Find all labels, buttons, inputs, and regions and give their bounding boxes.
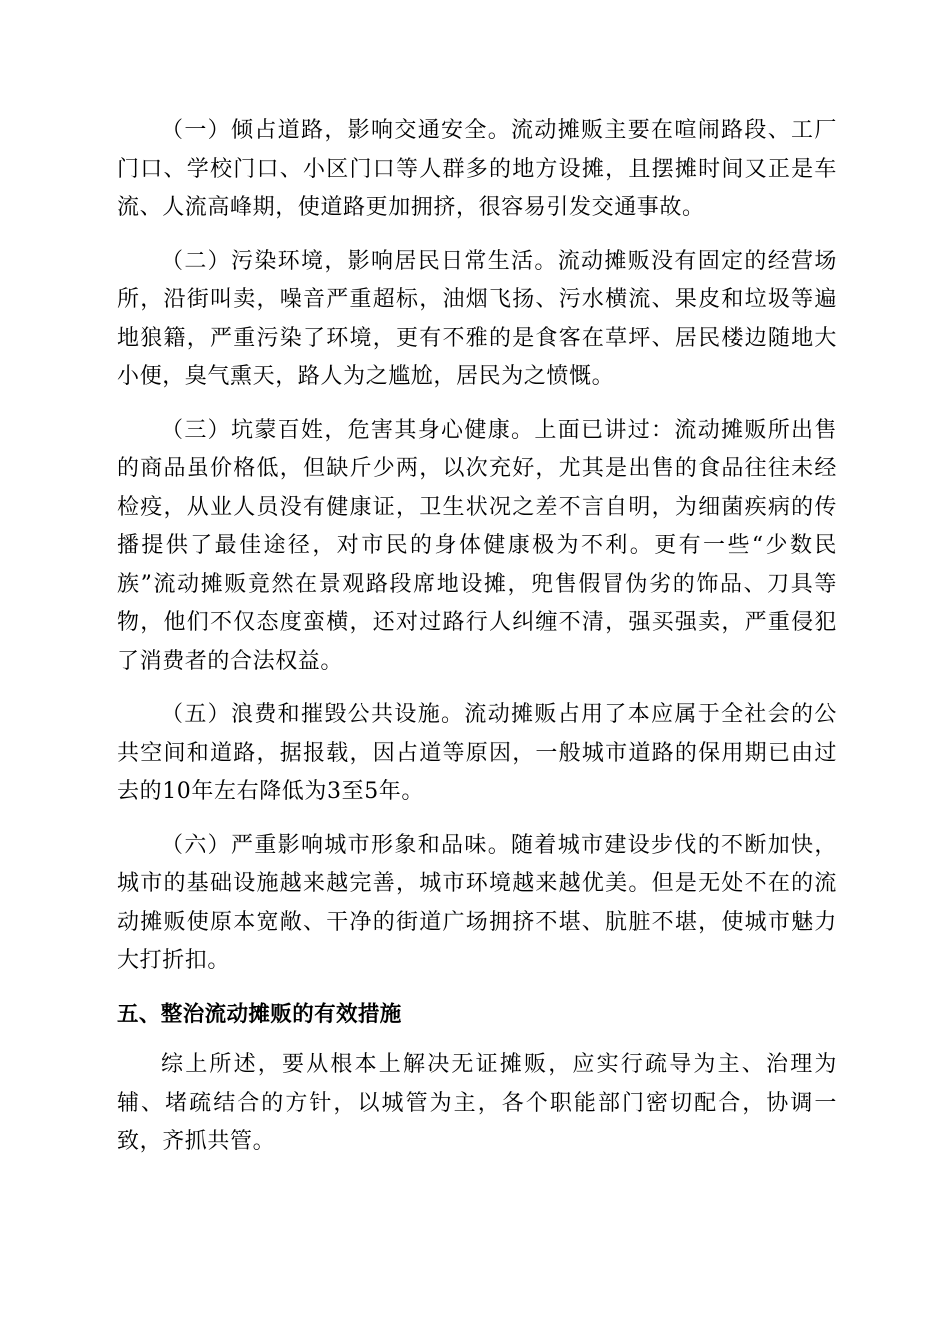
paragraph-public-facilities: （五）浪费和摧毁公共设施。流动摊贩占用了本应属于全社会的公共空间和道路，据报载，因占道等原因，一般城市道路的保用期已由过去的10年左右降低为3至5年。 xyxy=(117,702,837,804)
document-body xyxy=(117,112,837,1177)
paragraph-summary: 综上所述，要从根本上解决无证摊贩，应实行疏导为主、治理为辅、堵疏结合的方针，以城管为主，各个职能部门密切配合，协调一致，齐抓共管。 xyxy=(117,1052,837,1154)
paragraph-environment-pollution: （二）污染环境，影响居民日常生活。流动摊贩没有固定的经营场所，沿街叫卖，噪音严重超标，油烟飞扬、污水横流、果皮和垃圾等遍地狼籍，严重污染了环境，更有不雅的是食客在草坪、居民楼边随地大小便，臭气熏天，路人为之尴尬，居民为之愤慨。 xyxy=(117,248,837,389)
paragraph-city-image: （六）严重影响城市形象和品味。随着城市建设步伐的不断加快，城市的基础设施越来越完善，城市环境越来越优美。但是无处不在的流动摊贩使原本宽敞、干净的街道广场拥挤不堪、肮脏不堪，使城市魅力大打折扣。 xyxy=(117,832,837,973)
paragraph-health-harm: （三）坑蒙百姓，危害其身心健康。上面已讲过：流动摊贩所出售的商品虽价格低，但缺斤少两，以次充好，尤其是出售的食品往往未经检疫，从业人员没有健康证，卫生状况之差不言自明，为细菌疾病的传播提供了最佳途径，对市民的身体健康极为不利。更有一些“少数民族”流动摊贩竟然在景观路段席地设摊，兜售假冒伪劣的饰品、刀具等物，他们不仅态度蛮横，还对过路行人纠缠不清，强买强卖，严重侵犯了消费者的合法权益。 xyxy=(117,417,837,674)
section-heading: 五、整治流动摊贩的有效措施 xyxy=(117,1001,402,1027)
paragraph-traffic-safety: （一）倾占道路，影响交通安全。流动摊贩主要在喧闹路段、工厂门口、学校门口、小区门口等人群多的地方设摊，且摆摊时间又正是车流、人流高峰期，使道路更加拥挤，很容易引发交通事故。 xyxy=(117,118,837,220)
